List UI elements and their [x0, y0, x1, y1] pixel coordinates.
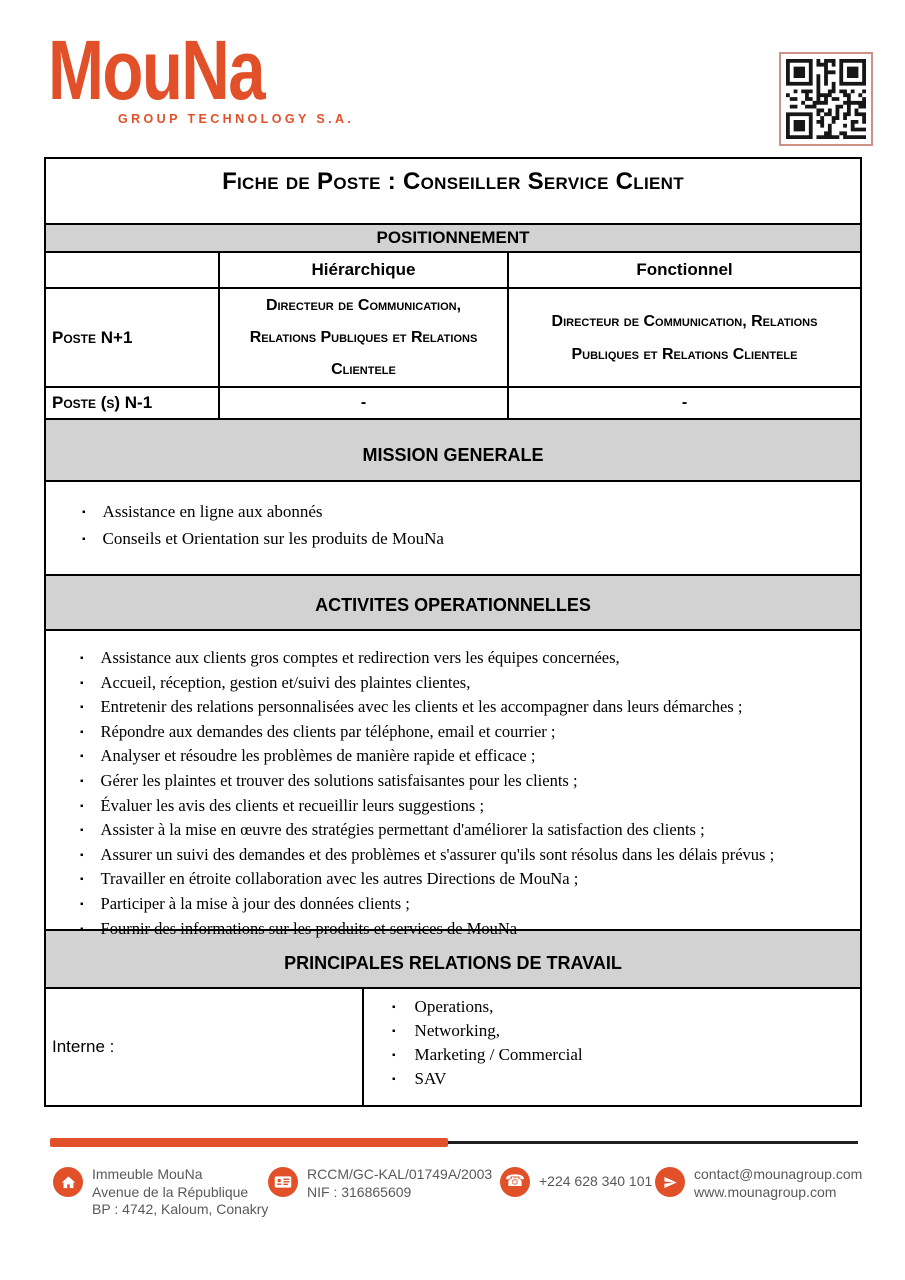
address-line: BP : 4742, Kaloum, Conakry	[92, 1201, 269, 1217]
home-icon	[53, 1167, 83, 1197]
list-item-text: Évaluer les avis des clients et recueillir leurs suggestions ;	[100, 795, 485, 815]
square-bullet-icon: ▪	[80, 849, 84, 861]
list-item	[80, 647, 854, 672]
row-label-poste-n1: Poste N+1	[52, 327, 133, 347]
square-bullet-icon: ▪	[80, 800, 84, 812]
list-item-text: Operations,	[414, 997, 494, 1016]
list-item-text: Analyser et résoudre les problèmes de manière rapide et efficace ;	[100, 746, 536, 766]
list-item	[392, 1068, 860, 1092]
page-title: Fiche de Poste : Conseiller Service Client	[222, 168, 684, 195]
relations-interne-list	[362, 989, 860, 1105]
id-card-icon	[268, 1167, 298, 1197]
square-bullet-icon: ▪	[80, 923, 84, 935]
list-item	[82, 500, 850, 527]
rccm-line: RCCM/GC-KAL/01749A/2003	[307, 1166, 493, 1182]
list-item	[392, 1044, 860, 1068]
list-item	[80, 770, 854, 795]
list-item-text: Entretenir des relations personnalisées avec les clients et les accompagner dans leurs démarches ;	[100, 697, 743, 717]
square-bullet-icon: ▪	[80, 751, 84, 763]
logo-tagline: GROUP TECHNOLOGY S.A.	[118, 112, 355, 126]
footer-phone-number: +224 628 340 101	[539, 1173, 653, 1189]
poste-n1-fonctionnel: Directeur de Communication, Relations Publiques et Relations Clientele	[507, 289, 860, 386]
footer-thin-rule	[448, 1141, 858, 1144]
list-item-text: Travailler en étroite collaboration avec les autres Directions de MouNa ;	[100, 869, 579, 889]
list-item	[80, 844, 854, 869]
square-bullet-icon: ▪	[80, 726, 84, 738]
activites-operationnelles-list	[46, 629, 860, 938]
email-line: contact@mounagroup.com	[694, 1166, 863, 1182]
square-bullet-icon: ▪	[392, 1002, 396, 1013]
list-item	[80, 819, 854, 844]
logo-wordmark: MouNa	[48, 23, 264, 117]
qr-code	[779, 52, 873, 146]
poste-n1-hierarchique: Directeur de Communication, Relations Publiques et Relations Clientele	[218, 289, 507, 386]
relations-row-interne	[46, 987, 860, 1105]
website-line: www.mounagroup.com	[694, 1183, 837, 1200]
list-item-text: Répondre aux demandes des clients par téléphone, email et courrier ;	[100, 721, 556, 741]
section-heading-activites-operationnelles: ACTIVITES OPERATIONNELLES	[46, 574, 860, 629]
square-bullet-icon: ▪	[80, 775, 84, 787]
list-item	[80, 868, 854, 893]
address-line: Avenue de la République	[92, 1183, 249, 1200]
list-item	[80, 672, 854, 697]
send-icon	[655, 1167, 685, 1197]
list-item-text: Assurer un suivi des demandes et des problèmes et s'assurer qu'ils sont résolus dans les délais prévus ;	[100, 844, 775, 864]
list-item	[80, 893, 854, 918]
list-item-text: Marketing / Commercial	[414, 1045, 583, 1064]
square-bullet-icon: ▪	[80, 825, 84, 837]
poste-n-1-hierarchique: -	[218, 388, 507, 418]
list-item-text: Assistance en ligne aux abonnés	[102, 502, 323, 521]
list-item-text: Gérer les plaintes et trouver des solutions satisfaisantes pour les clients ;	[100, 770, 578, 790]
square-bullet-icon: ▪	[80, 702, 84, 714]
column-header-hierarchique: Hiérarchique	[218, 253, 507, 287]
list-item	[80, 696, 854, 721]
footer-phone	[500, 1166, 652, 1197]
phone-icon: ☎	[500, 1167, 530, 1197]
square-bullet-icon: ▪	[82, 534, 86, 545]
list-item	[392, 1020, 860, 1044]
row-label-interne: Interne :	[52, 1037, 115, 1056]
footer-registration-text	[307, 1166, 492, 1201]
footer-registration	[268, 1166, 492, 1201]
table-row-poste-n1	[46, 287, 860, 386]
section-heading-mission-generale: MISSION GENERALE	[46, 418, 860, 480]
list-item-text: SAV	[414, 1069, 447, 1088]
list-item-text: Accueil, réception, gestion et/suivi des plaintes clientes,	[100, 672, 471, 692]
section-heading-principales-relations: PRINCIPALES RELATIONS DE TRAVAIL	[46, 929, 860, 987]
list-item	[392, 996, 860, 1020]
footer-contact-text	[694, 1166, 862, 1201]
square-bullet-icon: ▪	[80, 898, 84, 910]
square-bullet-icon: ▪	[80, 677, 84, 689]
qr-code-icon	[786, 59, 866, 139]
mission-generale-list	[46, 480, 860, 574]
table-row-poste-n-1	[46, 386, 860, 418]
square-bullet-icon: ▪	[392, 1050, 396, 1061]
footer-accent-rule	[50, 1138, 448, 1147]
list-item-text: Assistance aux clients gros comptes et redirection vers les équipes concernées,	[100, 648, 620, 667]
company-logo	[48, 23, 355, 126]
row-label-poste-n-1: Poste (s) N-1	[52, 393, 153, 412]
footer-contact	[655, 1166, 862, 1201]
list-item	[80, 721, 854, 746]
nif-line: NIF : 316865609	[307, 1183, 412, 1200]
footer-address-text	[92, 1166, 268, 1219]
job-description-table	[44, 157, 862, 1107]
positionnement-column-header-row	[46, 251, 860, 287]
square-bullet-icon: ▪	[80, 874, 84, 886]
footer-address	[53, 1166, 268, 1219]
square-bullet-icon: ▪	[80, 653, 84, 664]
section-heading-positionnement: POSITIONNEMENT	[46, 223, 860, 251]
list-item-text: Assister à la mise en œuvre des stratégies permettant d'améliorer la satisfaction des clients ;	[100, 820, 705, 840]
column-header-empty	[46, 253, 218, 287]
square-bullet-icon: ▪	[392, 1074, 396, 1085]
square-bullet-icon: ▪	[392, 1026, 396, 1037]
square-bullet-icon: ▪	[82, 507, 86, 518]
list-item-text: Conseils et Orientation sur les produits de MouNa	[102, 529, 444, 548]
list-item-text: Participer à la mise à jour des données clients ;	[100, 893, 410, 913]
list-item-text: Fournir des informations sur les produits et services de MouNa	[100, 918, 518, 938]
column-header-fonctionnel: Fonctionnel	[507, 253, 860, 287]
list-item	[80, 795, 854, 820]
address-line: Immeuble MouNa	[92, 1166, 203, 1182]
list-item-text: Networking,	[414, 1021, 501, 1040]
list-item	[82, 527, 850, 554]
list-item	[80, 745, 854, 770]
poste-n-1-fonctionnel: -	[507, 388, 860, 418]
